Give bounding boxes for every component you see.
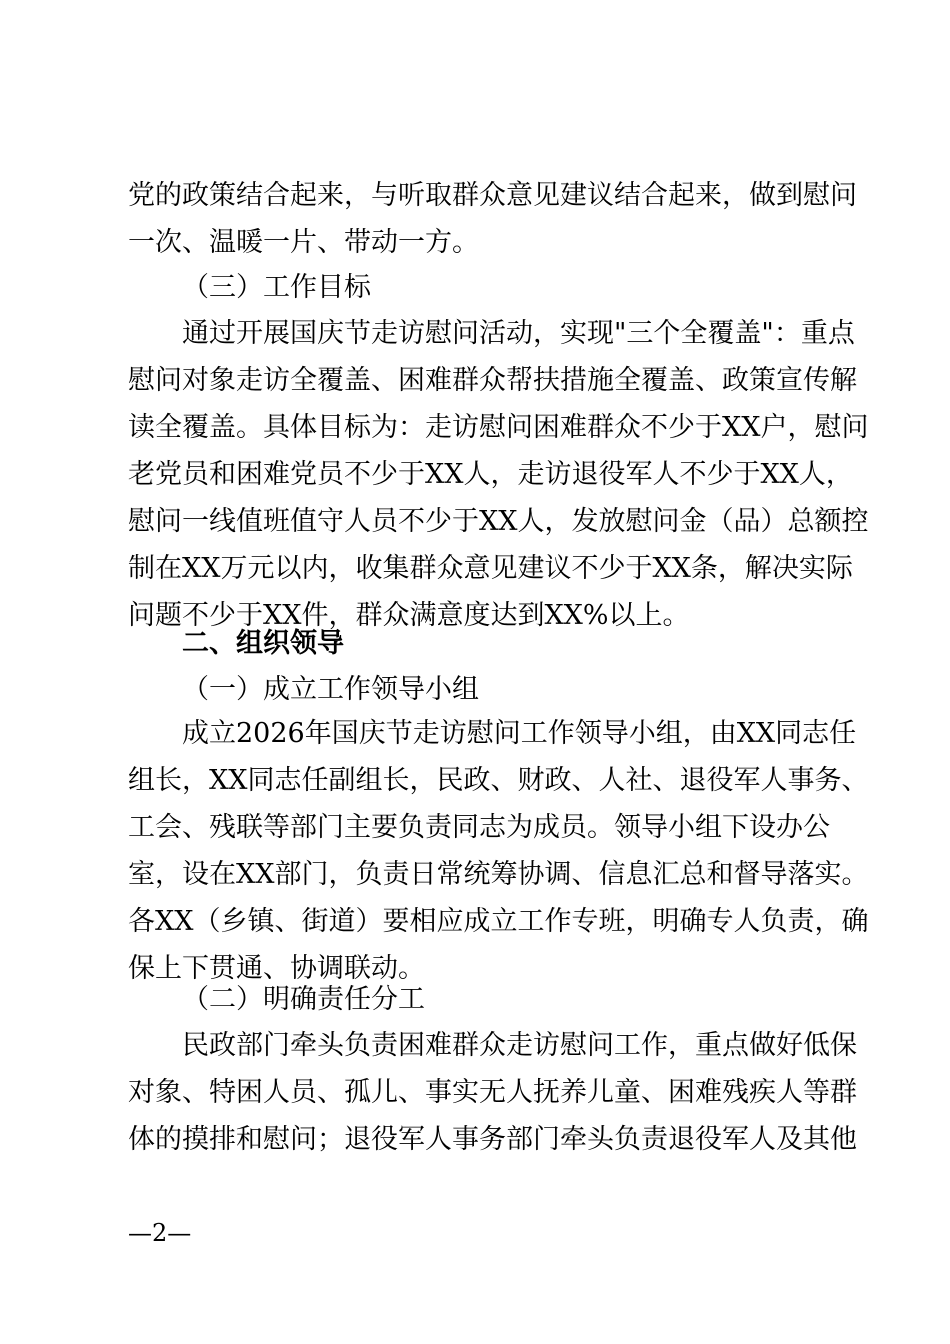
subheading-leading-group [128,666,828,713]
text-line: 读全覆盖。具体目标为：走访慰问困难群众不少于XX户，慰问 [128,412,869,443]
text-line: 各XX（乡镇、街道）要相应成立工作专班，明确专人负责，确 [128,906,869,937]
text-line: 成立2026年国庆节走访慰问工作领导小组，由XX同志任 [182,718,857,749]
text-line: 党的政策结合起来，与听取群众意见建议结合起来，做到慰问 [128,180,857,211]
paragraph-leading-group [128,710,869,992]
text-line: 工会、残联等部门主要负责同志为成员。领导小组下设办公 [128,812,830,843]
text-line: 对象、特困人员、孤儿、事实无人抚养儿童、困难残疾人等群 [128,1077,857,1108]
subheading-responsibilities [128,976,828,1023]
section-heading-organization [128,620,828,667]
text-line: 慰问一线值班值守人员不少于XX人，发放慰问金（品）总额控 [128,506,869,537]
text-line: 民政部门牵头负责困难群众走访慰问工作，重点做好低保 [182,1030,857,1061]
text-line: 一次、温暖一片、带动一方。 [128,227,479,258]
paragraph-work-goals [128,310,869,639]
page-number: —2— [128,1219,192,1247]
subheading-text: （三）工作目标 [182,272,371,303]
paragraph-continuation [128,172,857,266]
text-line: 室，设在XX部门，负责日常统筹协调、信息汇总和督导落实。 [128,859,869,890]
text-line: 通过开展国庆节走访慰问活动，实现"三个全覆盖"：重点 [182,318,855,349]
subheading-work-goals [128,264,828,311]
paragraph-responsibilities [128,1022,857,1163]
section-heading-text: 二、组织领导 [182,628,344,659]
subheading-text: （一）成立工作领导小组 [182,674,479,705]
text-line: 体的摸排和慰问；退役军人事务部门牵头负责退役军人及其他 [128,1124,857,1155]
text-line: 问题不少于XX件，群众满意度达到XX%以上。 [128,600,690,631]
text-line: 制在XX万元以内，收集群众意见建议不少于XX条，解决实际 [128,553,853,584]
text-line: 老党员和困难党员不少于XX人，走访退役军人不少于XX人， [128,459,853,490]
text-line: 组长，XX同志任副组长，民政、财政、人社、退役军人事务、 [128,765,869,796]
text-line: 保上下贯通、协调联动。 [128,953,425,984]
text-line: 慰问对象走访全覆盖、困难群众帮扶措施全覆盖、政策宣传解 [128,365,857,396]
subheading-text: （二）明确责任分工 [182,984,425,1015]
